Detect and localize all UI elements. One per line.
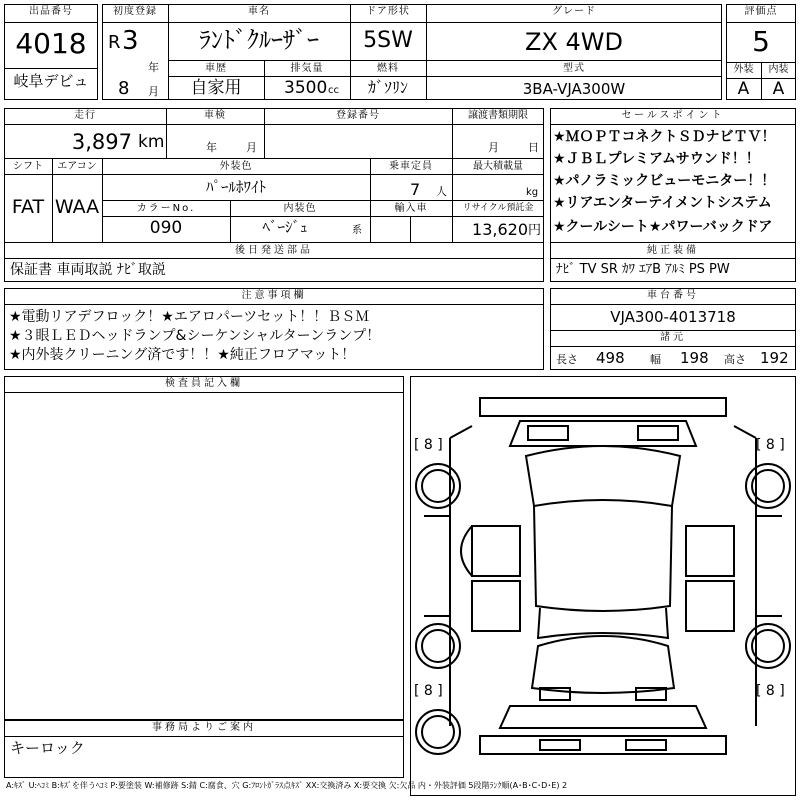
ac-label: エアコン	[57, 161, 97, 172]
model-code: 3BA-VJA300W	[522, 80, 626, 98]
door-type-label: ドア形状	[366, 6, 410, 17]
inspection-month-unit: 月	[246, 141, 257, 154]
max-load-unit: kg	[526, 187, 539, 198]
exterior-grade: A	[737, 79, 750, 99]
displacement-label: 排気量	[290, 63, 324, 74]
venue-name: 岐阜デビュ	[13, 72, 89, 90]
sales-point: ★リアエンターテイメントシステム	[553, 195, 772, 211]
transfer-month-unit: 月	[488, 141, 499, 154]
recycle-unit: 円	[528, 223, 542, 238]
interior-color: ﾍﾞｰｼﾞｭ	[262, 218, 308, 236]
import-label: 輸入車	[394, 203, 428, 214]
office-notice-text: キーロック	[10, 739, 85, 757]
vehicle-history: 自家用	[190, 78, 242, 98]
factory-equipment: ﾅﾋﾞ TV SR ｶﾜ ｴｱB ｱﾙﾐ PS PW	[556, 262, 730, 277]
note-line: ★３眼ＬＥＤヘッドランプ&シーケンシャルターンランプ！	[9, 328, 381, 344]
recycle-deposit: 13,620	[472, 220, 528, 239]
door-type: 5SW	[363, 28, 413, 53]
exterior-color: ﾊﾟｰﾙﾎﾜｲﾄ	[205, 178, 266, 196]
max-load-label: 最大積載量	[473, 161, 523, 172]
car-outline-diagram	[410, 376, 796, 796]
month-unit: 月	[148, 85, 159, 98]
history-label: 車歴	[205, 63, 227, 74]
tire-front-left: [ 8 ]	[414, 437, 443, 453]
registration-year: 3	[122, 26, 139, 56]
displacement-unit: cc	[328, 85, 339, 96]
fuel-type: ｶﾞｿﾘﾝ	[367, 78, 408, 97]
model-label: 型式	[563, 63, 585, 74]
sales-point: ★クールシート★パワーバックドア	[553, 219, 773, 235]
damage-legend: A:ｷｽﾞ U:ﾍｺﾐ B:ｷｽﾞを伴うﾍｺﾐ P:要塗装 W:補修跡 S:錆 C:腐食、穴 G:ﾌﾛﾝﾄｶﾞﾗｽ点ｷｽﾞ XX:交換済み X:要交換 欠:欠品 内・外装評価 5段階ﾗﾝｸ順(A･B･C･D･E) 2	[6, 781, 568, 790]
later-parts-label: 後日発送部品	[235, 245, 313, 256]
grade-label: グレード	[552, 6, 596, 17]
inspector-label: 検査員記入欄	[165, 378, 243, 389]
grade: ZX 4WD	[525, 28, 623, 56]
exterior-color-label: 外装色	[219, 161, 253, 172]
tire-rear-right: [ 8 ]	[756, 683, 785, 699]
tire-rear-left: [ 8 ]	[414, 683, 443, 699]
transfer-day-unit: 日	[528, 141, 539, 154]
factory-equipment-label: 純正装備	[647, 245, 699, 256]
registration-number-label: 登録番号	[336, 110, 380, 121]
office-notice-label: 事務局よりご案内	[152, 722, 256, 733]
vehicle-width: 198	[680, 349, 709, 367]
vehicle-length: 498	[596, 349, 625, 367]
color-number: 090	[149, 218, 183, 238]
inspection-year-unit: 年	[206, 141, 217, 154]
ac-type: WAA	[54, 196, 100, 218]
length-label: 長さ	[556, 353, 578, 366]
overall-score: 5	[752, 25, 770, 58]
displacement: 3500	[284, 78, 328, 98]
width-label: 幅	[650, 353, 661, 366]
transfer-deadline-label: 譲渡書類期限	[468, 110, 528, 121]
interior-color-unit: 系	[352, 225, 362, 236]
sales-point: ★パノラミックビューモニター！！	[553, 173, 776, 189]
sales-point: ★ＭＯＰＴコネクトＳＤナビＴＶ！	[553, 129, 776, 145]
mileage: 3,897	[71, 130, 132, 154]
car-name-label: 車名	[248, 6, 270, 17]
score-label: 評価点	[744, 6, 778, 17]
vehicle-height: 192	[760, 349, 789, 367]
sales-points-label: セールスポイント	[621, 110, 725, 121]
first-registration-label: 初度登録	[113, 6, 157, 17]
height-label: 高さ	[724, 353, 746, 366]
notes-label: 注意事項欄	[241, 290, 307, 301]
era-letter: R	[108, 32, 121, 53]
interior-label: 内装	[768, 64, 789, 75]
shift-label: シフト	[13, 161, 43, 172]
registration-month: 8	[118, 78, 130, 99]
lot-number: 4018	[15, 27, 87, 60]
chassis-number: VJA300-4013718	[610, 308, 736, 326]
note-line: ★電動リアデフロック！★エアロパーツセット！！ＢＳＭ	[9, 309, 370, 325]
exterior-label: 外装	[733, 64, 754, 75]
recycle-deposit-label: リサイクル預託金	[462, 203, 534, 213]
specs-label: 諸元	[660, 332, 686, 343]
interior-grade: A	[772, 79, 785, 99]
capacity-label: 乗車定員	[389, 161, 433, 172]
inspection-label: 車検	[204, 110, 226, 121]
tire-front-right: [ 8 ]	[756, 437, 785, 453]
sales-point: ★ＪＢＬプレミアムサウンド！！	[553, 151, 760, 167]
later-parts: 保証書 車両取説 ﾅﾋﾞ取説	[10, 262, 166, 278]
capacity: 7	[410, 180, 421, 199]
capacity-unit: 人	[436, 185, 447, 198]
color-number-label: カラーNo.	[136, 203, 196, 214]
shift-type: FAT	[11, 196, 45, 218]
lot-number-label: 出品番号	[29, 6, 73, 17]
car-name: ﾗﾝﾄﾞｸﾙｰｻﾞｰ	[199, 26, 319, 54]
year-unit: 年	[148, 61, 159, 74]
fuel-label: 燃料	[377, 63, 399, 74]
note-line: ★内外装クリーニング済です！！★純正フロアマット！	[9, 347, 356, 363]
inspector-box	[4, 376, 404, 720]
interior-color-label: 内装色	[283, 203, 317, 214]
mileage-label: 走行	[74, 110, 96, 121]
mileage-unit: km	[138, 132, 165, 152]
chassis-number-label: 車台番号	[647, 290, 699, 301]
